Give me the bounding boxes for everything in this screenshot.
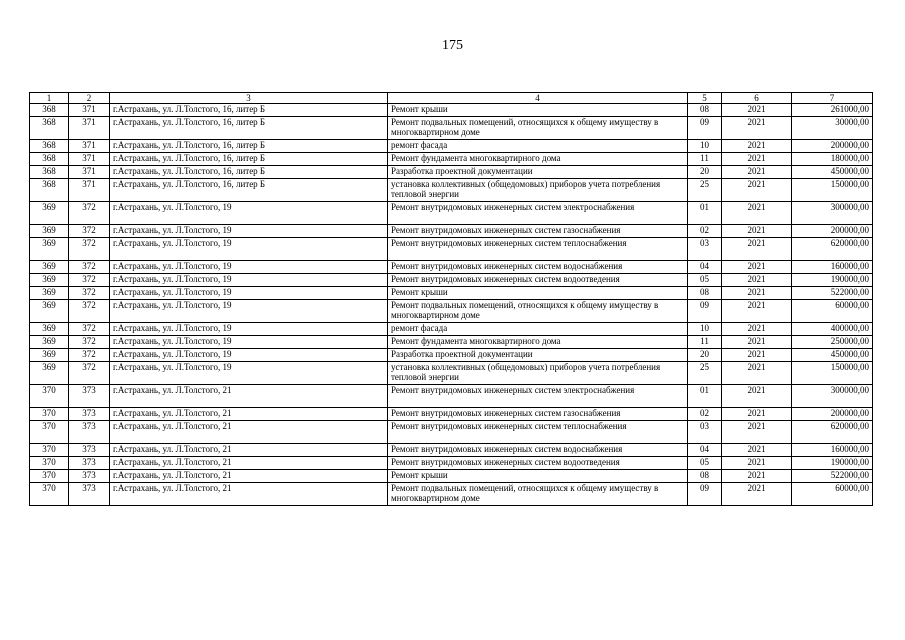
cell-work-code: 10 bbox=[688, 323, 722, 336]
table-row bbox=[30, 457, 873, 470]
cell-building-id: 369 bbox=[30, 202, 69, 225]
cell-house-number: 372 bbox=[69, 287, 110, 300]
cell-work-type: Ремонт внутридомовых инженерных систем газоснабжения bbox=[388, 225, 688, 238]
cell-work-code: 25 bbox=[688, 179, 722, 202]
cell-work-type: установка коллективных (общедомовых) приборов учета потребления тепловой энергии bbox=[388, 362, 688, 385]
cell-work-type: Ремонт крыши bbox=[388, 287, 688, 300]
cell-building-id: 369 bbox=[30, 261, 69, 274]
cell-amount: 60000,00 bbox=[792, 483, 873, 506]
cell-year: 2021 bbox=[722, 140, 792, 153]
column-header: 3 bbox=[110, 93, 388, 104]
column-number-row bbox=[30, 93, 873, 104]
cell-work-code: 08 bbox=[688, 104, 722, 117]
cell-house-number: 373 bbox=[69, 408, 110, 421]
table-row bbox=[30, 274, 873, 287]
cell-building-id: 368 bbox=[30, 117, 69, 140]
cell-address: г.Астрахань, ул. Л.Толстого, 21 bbox=[110, 470, 388, 483]
cell-amount: 522000,00 bbox=[792, 470, 873, 483]
cell-house-number: 372 bbox=[69, 362, 110, 385]
cell-address: г.Астрахань, ул. Л.Толстого, 19 bbox=[110, 362, 388, 385]
table-row bbox=[30, 117, 873, 140]
cell-amount: 300000,00 bbox=[792, 202, 873, 225]
cell-amount: 150000,00 bbox=[792, 179, 873, 202]
cell-house-number: 371 bbox=[69, 104, 110, 117]
cell-work-code: 09 bbox=[688, 300, 722, 323]
table-row bbox=[30, 483, 873, 506]
cell-address: г.Астрахань, ул. Л.Толстого, 16, литер Б bbox=[110, 179, 388, 202]
table-row bbox=[30, 140, 873, 153]
table-row bbox=[30, 225, 873, 238]
cell-building-id: 369 bbox=[30, 274, 69, 287]
cell-house-number: 371 bbox=[69, 179, 110, 202]
cell-work-type: установка коллективных (общедомовых) приборов учета потребления тепловой энергии bbox=[388, 179, 688, 202]
column-header: 5 bbox=[688, 93, 722, 104]
cell-house-number: 373 bbox=[69, 457, 110, 470]
cell-house-number: 372 bbox=[69, 261, 110, 274]
cell-work-type: Ремонт внутридомовых инженерных систем теплоснабжения bbox=[388, 421, 688, 444]
cell-year: 2021 bbox=[722, 323, 792, 336]
cell-work-type: Ремонт внутридомовых инженерных систем водоснабжения bbox=[388, 444, 688, 457]
cell-house-number: 371 bbox=[69, 166, 110, 179]
cell-address: г.Астрахань, ул. Л.Толстого, 19 bbox=[110, 261, 388, 274]
cell-building-id: 368 bbox=[30, 140, 69, 153]
cell-amount: 160000,00 bbox=[792, 444, 873, 457]
column-header: 4 bbox=[388, 93, 688, 104]
table-row bbox=[30, 470, 873, 483]
cell-amount: 250000,00 bbox=[792, 336, 873, 349]
cell-year: 2021 bbox=[722, 470, 792, 483]
cell-year: 2021 bbox=[722, 179, 792, 202]
cell-work-type: Разработка проектной документации bbox=[388, 349, 688, 362]
cell-house-number: 373 bbox=[69, 385, 110, 408]
cell-amount: 450000,00 bbox=[792, 349, 873, 362]
cell-year: 2021 bbox=[722, 408, 792, 421]
cell-work-code: 11 bbox=[688, 336, 722, 349]
cell-house-number: 371 bbox=[69, 153, 110, 166]
cell-building-id: 368 bbox=[30, 179, 69, 202]
cell-building-id: 370 bbox=[30, 421, 69, 444]
cell-address: г.Астрахань, ул. Л.Толстого, 16, литер Б bbox=[110, 140, 388, 153]
cell-year: 2021 bbox=[722, 362, 792, 385]
cell-building-id: 368 bbox=[30, 153, 69, 166]
cell-amount: 620000,00 bbox=[792, 238, 873, 261]
cell-year: 2021 bbox=[722, 202, 792, 225]
table-row bbox=[30, 349, 873, 362]
cell-work-code: 11 bbox=[688, 153, 722, 166]
cell-work-type: Разработка проектной документации bbox=[388, 166, 688, 179]
cell-amount: 180000,00 bbox=[792, 153, 873, 166]
repair-schedule-table bbox=[29, 92, 873, 506]
cell-year: 2021 bbox=[722, 261, 792, 274]
cell-address: г.Астрахань, ул. Л.Толстого, 19 bbox=[110, 336, 388, 349]
table-row bbox=[30, 166, 873, 179]
cell-year: 2021 bbox=[722, 153, 792, 166]
cell-building-id: 368 bbox=[30, 104, 69, 117]
cell-house-number: 373 bbox=[69, 421, 110, 444]
cell-address: г.Астрахань, ул. Л.Толстого, 16, литер Б bbox=[110, 166, 388, 179]
cell-address: г.Астрахань, ул. Л.Толстого, 19 bbox=[110, 323, 388, 336]
cell-amount: 30000,00 bbox=[792, 117, 873, 140]
cell-work-code: 09 bbox=[688, 117, 722, 140]
cell-work-code: 03 bbox=[688, 421, 722, 444]
cell-work-code: 20 bbox=[688, 166, 722, 179]
table-row bbox=[30, 336, 873, 349]
cell-amount: 620000,00 bbox=[792, 421, 873, 444]
cell-year: 2021 bbox=[722, 483, 792, 506]
cell-year: 2021 bbox=[722, 349, 792, 362]
cell-address: г.Астрахань, ул. Л.Толстого, 16, литер Б bbox=[110, 104, 388, 117]
cell-address: г.Астрахань, ул. Л.Толстого, 19 bbox=[110, 300, 388, 323]
cell-building-id: 369 bbox=[30, 225, 69, 238]
cell-work-code: 01 bbox=[688, 385, 722, 408]
cell-year: 2021 bbox=[722, 225, 792, 238]
column-header: 6 bbox=[722, 93, 792, 104]
cell-work-type: Ремонт подвальных помещений, относящихся к общему имуществу в многоквартирном доме bbox=[388, 300, 688, 323]
cell-building-id: 368 bbox=[30, 166, 69, 179]
cell-work-code: 20 bbox=[688, 349, 722, 362]
table-row bbox=[30, 104, 873, 117]
cell-work-type: Ремонт крыши bbox=[388, 104, 688, 117]
cell-work-type: Ремонт фундамента многоквартирного дома bbox=[388, 153, 688, 166]
cell-amount: 522000,00 bbox=[792, 287, 873, 300]
cell-address: г.Астрахань, ул. Л.Толстого, 21 bbox=[110, 457, 388, 470]
cell-house-number: 372 bbox=[69, 349, 110, 362]
cell-year: 2021 bbox=[722, 421, 792, 444]
cell-address: г.Астрахань, ул. Л.Толстого, 19 bbox=[110, 287, 388, 300]
cell-building-id: 369 bbox=[30, 300, 69, 323]
cell-year: 2021 bbox=[722, 166, 792, 179]
cell-address: г.Астрахань, ул. Л.Толстого, 21 bbox=[110, 444, 388, 457]
cell-work-type: Ремонт внутридомовых инженерных систем водоснабжения bbox=[388, 261, 688, 274]
table-row bbox=[30, 300, 873, 323]
cell-amount: 190000,00 bbox=[792, 274, 873, 287]
cell-amount: 261000,00 bbox=[792, 104, 873, 117]
cell-address: г.Астрахань, ул. Л.Толстого, 19 bbox=[110, 202, 388, 225]
cell-address: г.Астрахань, ул. Л.Толстого, 21 bbox=[110, 421, 388, 444]
cell-house-number: 372 bbox=[69, 300, 110, 323]
cell-work-type: ремонт фасада bbox=[388, 140, 688, 153]
cell-amount: 400000,00 bbox=[792, 323, 873, 336]
cell-building-id: 369 bbox=[30, 336, 69, 349]
cell-year: 2021 bbox=[722, 274, 792, 287]
cell-work-type: Ремонт подвальных помещений, относящихся к общему имуществу в многоквартирном доме bbox=[388, 117, 688, 140]
cell-work-code: 08 bbox=[688, 287, 722, 300]
cell-building-id: 370 bbox=[30, 385, 69, 408]
cell-year: 2021 bbox=[722, 385, 792, 408]
cell-work-type: ремонт фасада bbox=[388, 323, 688, 336]
table-row bbox=[30, 385, 873, 408]
cell-work-type: Ремонт внутридомовых инженерных систем электроснабжения bbox=[388, 385, 688, 408]
cell-address: г.Астрахань, ул. Л.Толстого, 21 bbox=[110, 385, 388, 408]
cell-work-type: Ремонт крыши bbox=[388, 470, 688, 483]
cell-building-id: 369 bbox=[30, 323, 69, 336]
cell-year: 2021 bbox=[722, 336, 792, 349]
table-row bbox=[30, 153, 873, 166]
cell-house-number: 372 bbox=[69, 274, 110, 287]
cell-address: г.Астрахань, ул. Л.Толстого, 16, литер Б bbox=[110, 153, 388, 166]
cell-building-id: 369 bbox=[30, 362, 69, 385]
cell-house-number: 373 bbox=[69, 483, 110, 506]
cell-work-code: 03 bbox=[688, 238, 722, 261]
cell-house-number: 372 bbox=[69, 225, 110, 238]
column-header: 2 bbox=[69, 93, 110, 104]
cell-address: г.Астрахань, ул. Л.Толстого, 16, литер Б bbox=[110, 117, 388, 140]
cell-house-number: 372 bbox=[69, 238, 110, 261]
cell-address: г.Астрахань, ул. Л.Толстого, 21 bbox=[110, 408, 388, 421]
table-row bbox=[30, 202, 873, 225]
cell-year: 2021 bbox=[722, 457, 792, 470]
cell-building-id: 369 bbox=[30, 287, 69, 300]
cell-building-id: 370 bbox=[30, 444, 69, 457]
cell-work-code: 09 bbox=[688, 483, 722, 506]
cell-house-number: 371 bbox=[69, 117, 110, 140]
table-row bbox=[30, 408, 873, 421]
table-row bbox=[30, 261, 873, 274]
cell-work-code: 02 bbox=[688, 225, 722, 238]
cell-building-id: 370 bbox=[30, 470, 69, 483]
column-header: 7 bbox=[792, 93, 873, 104]
table-row bbox=[30, 287, 873, 300]
cell-building-id: 369 bbox=[30, 238, 69, 261]
cell-work-code: 05 bbox=[688, 457, 722, 470]
table-row bbox=[30, 444, 873, 457]
cell-work-type: Ремонт внутридомовых инженерных систем газоснабжения bbox=[388, 408, 688, 421]
cell-building-id: 369 bbox=[30, 349, 69, 362]
cell-house-number: 372 bbox=[69, 202, 110, 225]
cell-address: г.Астрахань, ул. Л.Толстого, 21 bbox=[110, 483, 388, 506]
cell-work-code: 10 bbox=[688, 140, 722, 153]
cell-amount: 200000,00 bbox=[792, 408, 873, 421]
cell-year: 2021 bbox=[722, 104, 792, 117]
cell-work-code: 08 bbox=[688, 470, 722, 483]
cell-amount: 300000,00 bbox=[792, 385, 873, 408]
cell-work-code: 04 bbox=[688, 261, 722, 274]
cell-house-number: 373 bbox=[69, 444, 110, 457]
cell-work-code: 01 bbox=[688, 202, 722, 225]
page-number: 175 bbox=[442, 38, 463, 53]
cell-building-id: 370 bbox=[30, 408, 69, 421]
column-header: 1 bbox=[30, 93, 69, 104]
cell-address: г.Астрахань, ул. Л.Толстого, 19 bbox=[110, 274, 388, 287]
table-row bbox=[30, 421, 873, 444]
cell-work-type: Ремонт фундамента многоквартирного дома bbox=[388, 336, 688, 349]
cell-work-code: 25 bbox=[688, 362, 722, 385]
table-row bbox=[30, 238, 873, 261]
cell-year: 2021 bbox=[722, 287, 792, 300]
cell-amount: 200000,00 bbox=[792, 225, 873, 238]
cell-work-type: Ремонт внутридомовых инженерных систем водоотведения bbox=[388, 457, 688, 470]
cell-house-number: 372 bbox=[69, 336, 110, 349]
cell-amount: 150000,00 bbox=[792, 362, 873, 385]
table-row bbox=[30, 362, 873, 385]
cell-work-code: 05 bbox=[688, 274, 722, 287]
cell-year: 2021 bbox=[722, 444, 792, 457]
cell-work-type: Ремонт внутридомовых инженерных систем электроснабжения bbox=[388, 202, 688, 225]
cell-address: г.Астрахань, ул. Л.Толстого, 19 bbox=[110, 238, 388, 261]
cell-work-code: 04 bbox=[688, 444, 722, 457]
cell-work-type: Ремонт внутридомовых инженерных систем теплоснабжения bbox=[388, 238, 688, 261]
cell-amount: 190000,00 bbox=[792, 457, 873, 470]
cell-amount: 450000,00 bbox=[792, 166, 873, 179]
cell-year: 2021 bbox=[722, 300, 792, 323]
cell-amount: 60000,00 bbox=[792, 300, 873, 323]
cell-building-id: 370 bbox=[30, 457, 69, 470]
cell-year: 2021 bbox=[722, 238, 792, 261]
cell-house-number: 371 bbox=[69, 140, 110, 153]
cell-year: 2021 bbox=[722, 117, 792, 140]
table-row bbox=[30, 323, 873, 336]
cell-address: г.Астрахань, ул. Л.Толстого, 19 bbox=[110, 225, 388, 238]
cell-work-code: 02 bbox=[688, 408, 722, 421]
table-row bbox=[30, 179, 873, 202]
cell-address: г.Астрахань, ул. Л.Толстого, 19 bbox=[110, 349, 388, 362]
cell-house-number: 373 bbox=[69, 470, 110, 483]
cell-amount: 200000,00 bbox=[792, 140, 873, 153]
cell-amount: 160000,00 bbox=[792, 261, 873, 274]
cell-house-number: 372 bbox=[69, 323, 110, 336]
cell-work-type: Ремонт подвальных помещений, относящихся к общему имуществу в многоквартирном доме bbox=[388, 483, 688, 506]
cell-work-type: Ремонт внутридомовых инженерных систем водоотведения bbox=[388, 274, 688, 287]
cell-building-id: 370 bbox=[30, 483, 69, 506]
